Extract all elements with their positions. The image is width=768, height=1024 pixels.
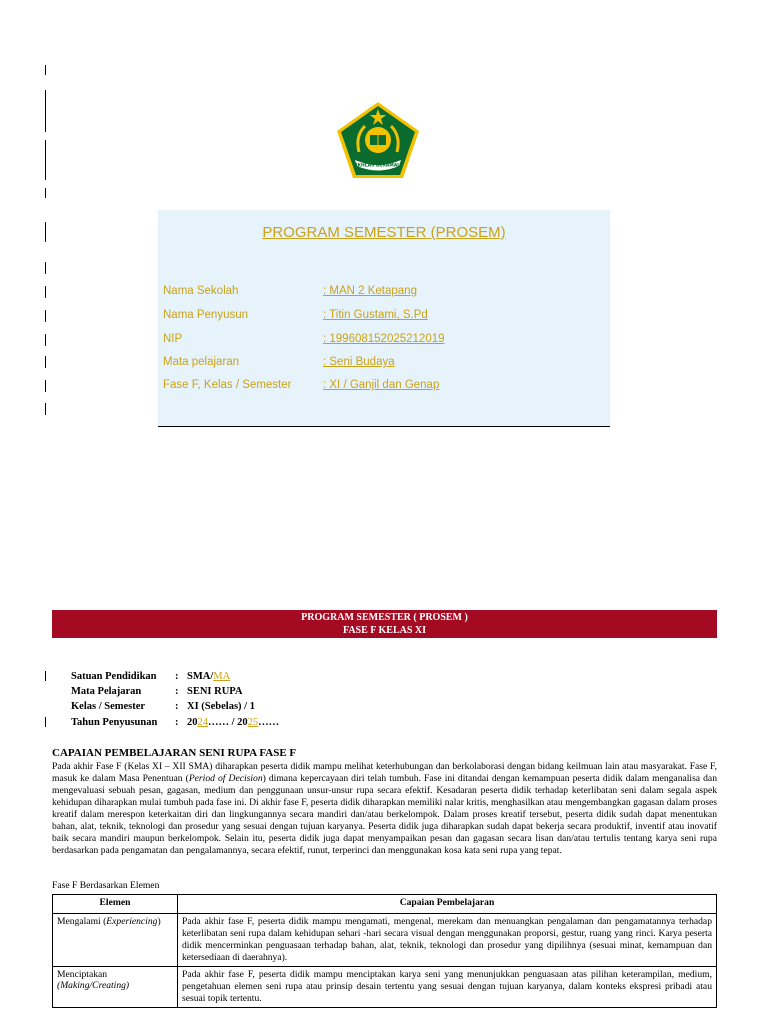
revision-bar bbox=[45, 380, 46, 392]
revision-bar bbox=[45, 222, 46, 242]
revision-bar bbox=[45, 286, 46, 298]
cover-row-subject: Mata pelajaran : Seni Budaya bbox=[163, 356, 395, 368]
cover-info-box bbox=[158, 210, 610, 427]
table-cell-capaian: Pada akhir fase F, peserta didik mampu menciptakan karya seni yang menunjukkan penguasaan atas pilihan keterampilan, medium, pengetahuan elemen seni rupa atau prinsip desain tertentu yang sesuai dengan tujuan karyanya, dalam konteks ekspresi pribadi atau sesuai topik tertentu. bbox=[178, 967, 717, 1008]
meta-kelas: Kelas / Semester : XI (Sebelas) / 1 bbox=[71, 701, 255, 712]
capaian-table bbox=[52, 894, 717, 1008]
table-cell-capaian: Pada akhir fase F, peserta didik mampu mengamati, mengenal, merekam dan menuangkan pengalaman dan pengamatannya terhadap keterlibatan seni rupa dalam kehidupan sehari -hari secara visual dengan menggunakan proporsi, gestur, ruang yang rinci. Karya peserta didik mencerminkan penguasaan terhadap bahan, alat, teknik, teknologi dan prosedur yang dipilihnya (sesuai minat, kemampuan dan ketersediaan di daerahnya). bbox=[178, 914, 717, 967]
kemenag-logo-icon bbox=[335, 100, 421, 180]
table-row bbox=[53, 914, 717, 967]
cover-row-phase: Fase F, Kelas / Semester : XI / Ganjil dan Genap bbox=[163, 379, 440, 391]
table-header-row bbox=[53, 895, 717, 914]
table-header-elemen: Elemen bbox=[53, 895, 178, 914]
revision-bar bbox=[45, 310, 46, 322]
revision-bar bbox=[45, 90, 46, 132]
meta-satuan: Satuan Pendidikan : SMA/MA bbox=[71, 671, 231, 682]
table-cell-elemen: Menciptakan (Making/Creating) bbox=[53, 967, 178, 1008]
capaian-title: CAPAIAN PEMBELAJARAN SENI RUPA FASE F bbox=[52, 747, 297, 759]
cover-title: PROGRAM SEMESTER (PROSEM) bbox=[262, 224, 506, 241]
cover-row-school: Nama Sekolah : MAN 2 Ketapang bbox=[163, 285, 417, 297]
revision-bar bbox=[45, 403, 46, 415]
revision-bar bbox=[45, 65, 46, 75]
revision-bar bbox=[45, 356, 46, 368]
table-cell-elemen: Mengalami (Experiencing) bbox=[53, 914, 178, 967]
banner-line-1: PROGRAM SEMESTER ( PROSEM ) bbox=[301, 612, 468, 623]
cover-row-author: Nama Penyusun : Titin Gustami, S.Pd bbox=[163, 309, 428, 321]
logo-caption: IKHLAS BERAMAL bbox=[355, 163, 401, 169]
revision-bar bbox=[45, 334, 46, 346]
banner-line-2: FASE F KELAS XI bbox=[342, 625, 427, 636]
meta-tahun: Tahun Penyusunan : 2024…… / 2025…… bbox=[71, 717, 280, 728]
revision-bar bbox=[45, 140, 46, 180]
capaian-paragraph: Pada akhir Fase F (Kelas XI – XII SMA) diharapkan peserta didik mampu melihat keterhubungan dan berkolaborasi dengan bidang keilmuan lain atau masyarakat. Fase F, masuk ke dalam Masa Penentuan (Period of Decision) dimana kepercayaan diri telah tumbuh. Fase ini ditandai dengan kemampuan peserta didik dalam menganalisa dan mengevaluasi sebuah pesan, gagasan, medium dan penggunaan unsur-unsur rupa secara efektif. Kesadaran peserta didik terhadap keterlibatan seni dalam segala aspek kehidupan diharapkan mulai tumbuh pada fase ini. Di akhir fase F, peserta didik diharapkan memiliki nalar kritis, menghasilkan atau mengembangkan gagasan dalam proses kreatif dalam merespon keterkaitan diri dan lingkungannya secara mandiri dan/atau berkelompok. Dalam proses kreatif tersebut, peserta didik sudah dapat menentukan bahan, alat, teknik, teknologi dan prosedur yang sesuai dengan tujuan karyanya. Peserta didik juga diharapkan sudah dapat bekerja secara produktif, inventif atau inovatif baik secara mandiri maupun berkelompok. Selain itu, peserta didik juga dapat menyampaikan pesan dan gagasan secara lisan dan/atau tertulis tentang karya seni rupa berdasarkan pada pengamatan dan pengalamannya, secara efektif, runut, terperinci dan menggunakan kosa kata seni rupa yang tepat. bbox=[52, 761, 717, 856]
revision-bar bbox=[45, 262, 46, 274]
table-header-capaian: Capaian Pembelajaran bbox=[178, 895, 717, 914]
prosem-banner bbox=[52, 610, 717, 638]
revision-bar bbox=[45, 717, 46, 727]
table-row bbox=[53, 967, 717, 1008]
capaian-subtitle: Fase F Berdasarkan Elemen bbox=[52, 880, 160, 891]
cover-row-nip: NIP : 199608152025212019 bbox=[163, 333, 445, 345]
revision-bar bbox=[45, 671, 46, 681]
meta-mapel: Mata Pelajaran : SENI RUPA bbox=[71, 686, 243, 697]
revision-bar bbox=[45, 188, 46, 198]
